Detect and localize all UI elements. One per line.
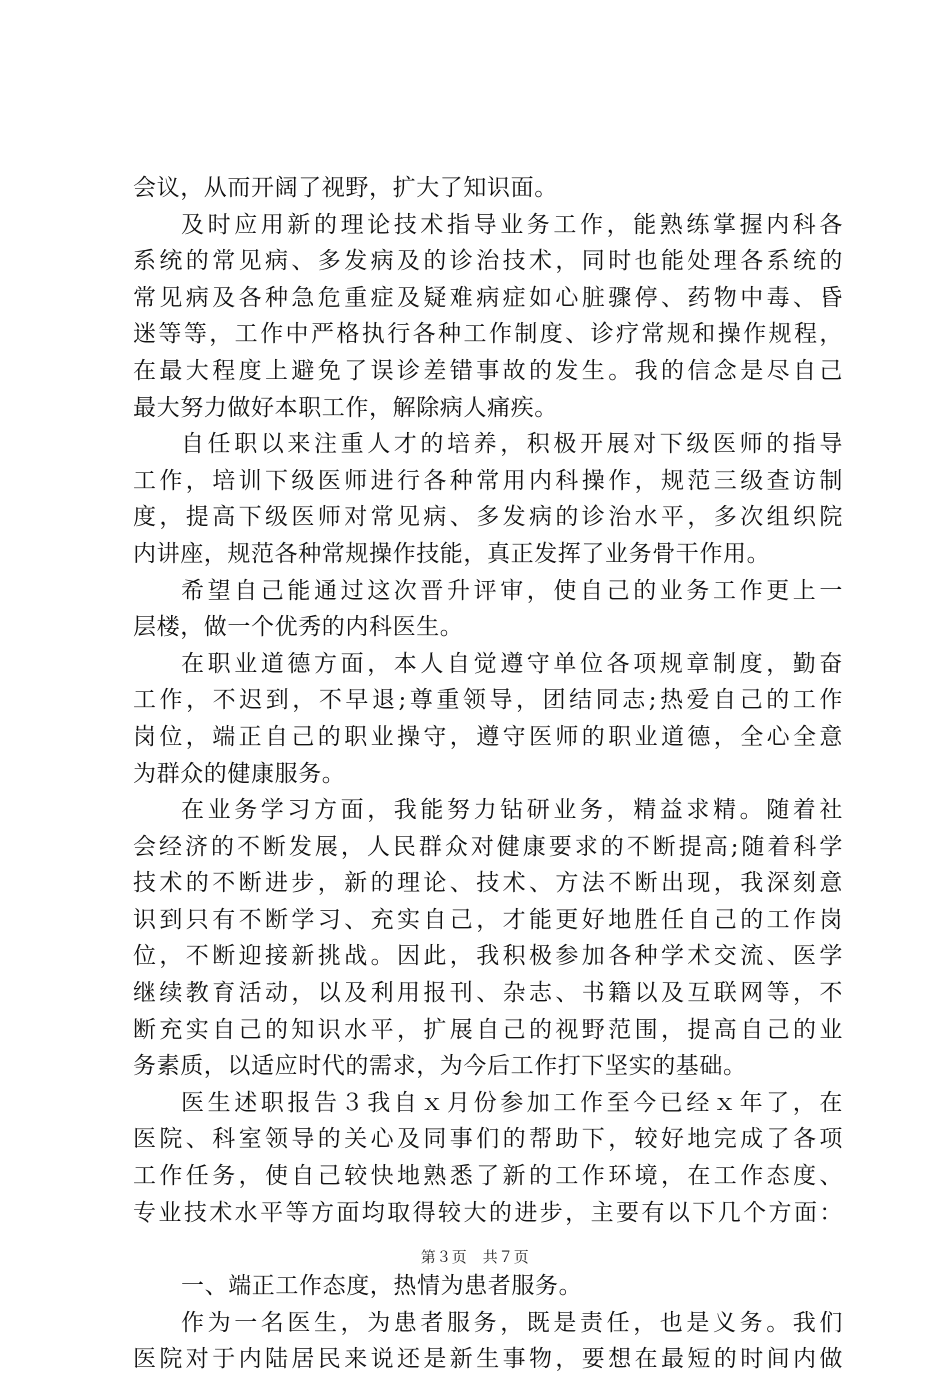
text-line: 及时应用新的理论技术指导业务工作，能熟练掌握内科各 (181, 211, 843, 238)
text-line: 位，不断迎接新挑战。因此，我积极参加各种学术交流、医学 (133, 943, 843, 970)
text-line: 内讲座，规范各种常规操作技能，真正发挥了业务骨干作用。 (133, 540, 771, 567)
text-line: 迷等等，工作中严格执行各种工作制度、诊疗常规和操作规程， (133, 321, 843, 348)
text-line: 工作任务，使自己较快地熟悉了新的工作环境，在工作态度、 (133, 1163, 843, 1190)
paragraph-block (133, 170, 843, 1231)
text-line: 作为一名医生，为患者服务，既是责任，也是义务。我们 (181, 1309, 843, 1336)
text-line: 在最大程度上避免了误诊差错事故的发生。我的信念是尽自己 (133, 357, 843, 384)
document-body (133, 170, 843, 1378)
text-line: 在业务学习方面，我能努力钻研业务，精益求精。随着社 (181, 797, 843, 824)
text-line: 会经济的不断发展，人民群众对健康要求的不断提高;随着科学 (133, 833, 843, 860)
text-line: 会议，从而开阔了视野，扩大了知识面。 (133, 175, 558, 201)
text-line: 工作，不迟到，不早退;尊重领导，团结同志;热爱自己的工作 (133, 687, 843, 714)
paragraph-block (133, 1268, 843, 1378)
text-line: 岗位，端正自己的职业操守，遵守医师的职业道德，全心全意 (133, 723, 843, 750)
text-line: 务素质，以适应时代的需求，为今后工作打下坚实的基础。 (133, 1053, 747, 1080)
text-line: 常见病及各种急危重症及疑难病症如心脏骤停、药物中毒、昏 (133, 284, 843, 311)
text-line: 系统的常见病、多发病及的诊治技术，同时也能处理各系统的 (133, 248, 843, 275)
text-line: 一、端正工作态度，热情为患者服务。 (181, 1273, 583, 1300)
text-line: 自任职以来注重人才的培养，积极开展对下级医师的指导 (181, 431, 843, 458)
text-line: 继续教育活动，以及利用报刊、杂志、书籍以及互联网等，不 (133, 980, 843, 1007)
text-line: 技术的不断进步，新的理论、技术、方法不断出现，我深刻意 (133, 870, 843, 897)
text-line: 层楼，做一个优秀的内科医生。 (133, 614, 464, 641)
text-line: 为群众的健康服务。 (133, 760, 346, 787)
text-line: 工作，培训下级医师进行各种常用内科操作，规范三级查访制 (133, 467, 843, 494)
text-line: 识到只有不断学习、充实自己，才能更好地胜任自己的工作岗 (133, 906, 843, 933)
text-line: 在职业道德方面，本人自觉遵守单位各项规章制度，勤奋 (181, 650, 843, 677)
text-line: 最大努力做好本职工作，解除病人痛疾。 (133, 394, 558, 421)
text-line: 希望自己能通过这次晋升评审，使自己的业务工作更上一 (181, 577, 843, 604)
text-line: 医院、科室领导的关心及同事们的帮助下，较好地完成了各项 (133, 1126, 843, 1153)
text-line: 度，提高下级医师对常见病、多发病的诊治水平，多次组织院 (133, 504, 843, 531)
text-line: 专业技术水平等方面均取得较大的进步，主要有以下几个方面： (133, 1199, 843, 1226)
text-line: 医生述职报告３我自ｘ月份参加工作至今已经ｘ年了，在 (181, 1089, 843, 1116)
page-footer: 第３页 共７页 (420, 1248, 530, 1266)
text-line: 医院对于内陆居民来说还是新生事物，要想在最短的时间内做 (133, 1346, 843, 1373)
text-line: 断充实自己的知识水平，扩展自己的视野范围，提高自己的业 (133, 1016, 843, 1043)
